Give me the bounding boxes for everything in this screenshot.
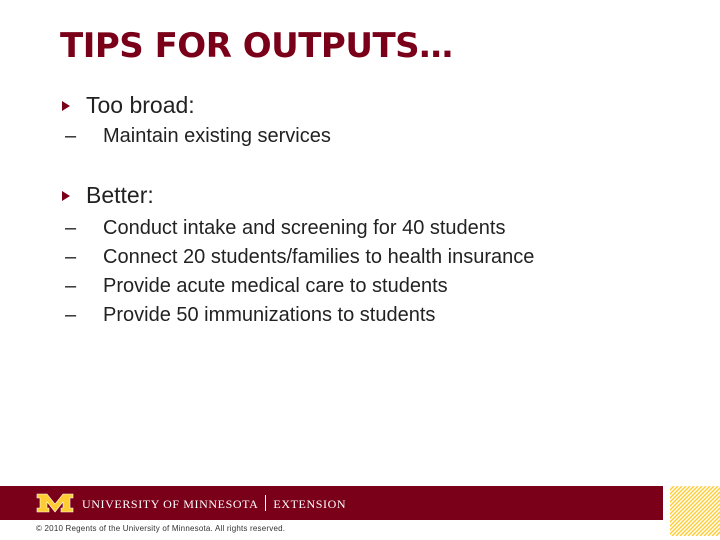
org-name-part1: UNIVERSITY OF MINNESOTA [82,497,259,511]
section-too-broad [62,90,331,151]
list-item-text: Conduct intake and screening for 40 students [103,217,506,239]
footer-bar [0,486,663,520]
section-better [62,180,534,330]
list-item [62,243,534,272]
section-heading: Better: [86,181,154,208]
list-item [62,214,534,243]
org-divider [265,495,266,511]
list-item [62,301,534,330]
list-item-text: Maintain existing services [103,125,331,147]
list-item-text: Provide acute medical care to students [103,275,448,297]
copyright-notice: © 2010 Regents of the University of Minnesota. All rights reserved. [36,524,286,533]
sub-list [62,214,534,330]
bullet-icon [62,191,70,201]
dash-marker: – [65,275,77,297]
dash-marker: – [65,304,77,326]
gold-stripe-pattern-icon [670,486,720,536]
section-heading-row [62,180,534,210]
university-m-logo-icon [36,492,74,514]
section-heading-row [62,90,331,120]
list-item-text: Connect 20 students/families to health insurance [103,246,535,268]
section-heading: Too broad: [86,91,195,118]
footer-org-name [82,495,346,513]
list-item [62,122,331,151]
list-item [62,272,534,301]
slide-title: TIPS FOR OUTPUTS… [60,26,453,66]
org-name-part2: EXTENSION [273,497,347,511]
dash-marker: – [65,246,77,268]
list-item-text: Provide 50 immunizations to students [103,304,436,326]
dash-marker: – [65,125,77,147]
sub-list [62,122,331,151]
dash-marker: – [65,217,77,239]
bullet-icon [62,101,70,111]
